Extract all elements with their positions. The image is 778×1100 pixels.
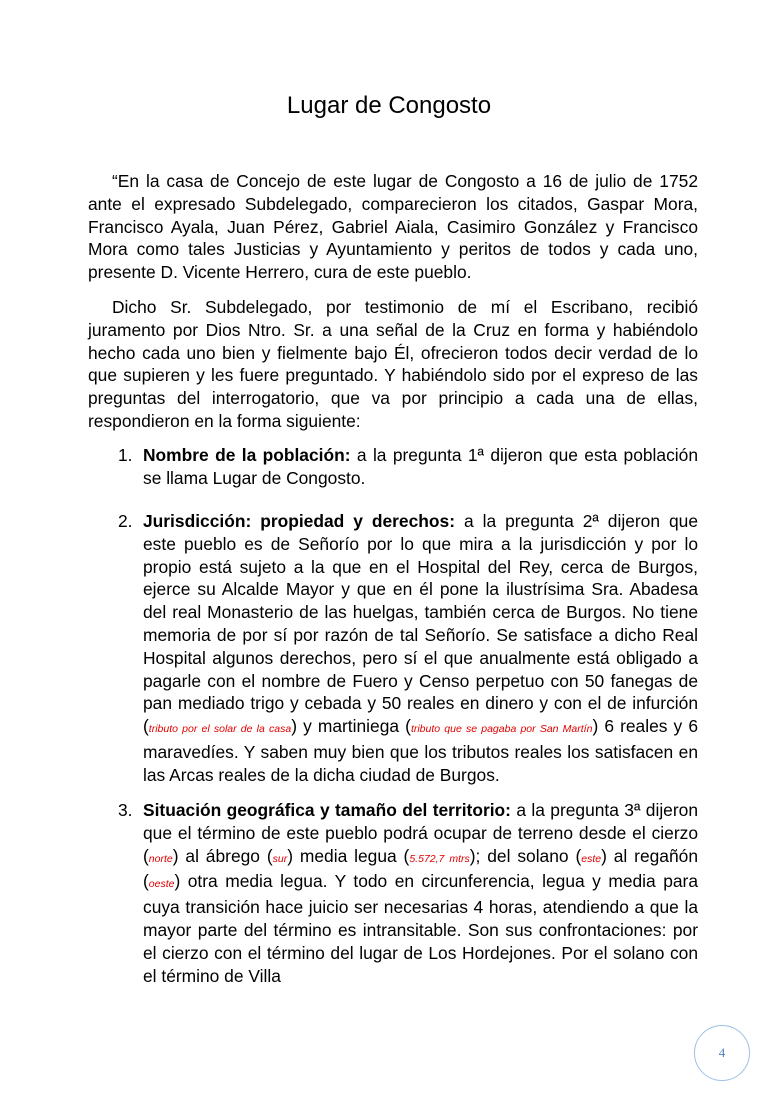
item-text (143, 510, 698, 787)
page-title: Lugar de Congosto (286, 92, 492, 119)
oath-paragraph: Dicho Sr. Subdelegado, por testimonio de mí el Escribano, recibió juramento por Dios Ntro. Sr. a una señal de la Cruz en forma y habiéndolo hecho cada uno bien y fielmente bajo Él, ofrecieron todos decir verdad de lo que supieren y les fuere preguntado. Y habiéndolo sido por el expreso de las preguntas del interrogatorio, que va por principio a cada una de ellas, respondieron en la forma siguiente: (88, 297, 698, 431)
item-body: ) media legua ( (287, 845, 410, 866)
item-body: ) otra media legua. Y todo en circunferencia, legua y media para cuya transición hace juicio ser necesarias 4 horas, atendiendo a que la mayor parte del término es intransitable. Son sus confrontaciones: por el cierzo con el término del lugar de Los Hordejones. Por el solano con el término de Villa (143, 871, 698, 986)
editor-note: norte (148, 852, 173, 865)
item-number: 2. (118, 511, 133, 531)
editor-note: tributo por el solar de la casa (148, 723, 292, 736)
item-body: a la pregunta 2ª dijeron que este pueblo es de Señorío por lo que mira a la jurisdicción y por lo propio está sujeto a la que en el Hospital del Rey, cerca de Burgos, ejerce su Alcalde Mayor y que en él pone la ilustrísima Sra. Abadesa del real Monasterio de las huelgas, también cerca de Burgos. No tiene memoria de por sí por razón de tal Señorío. Se satisface a dicho Real Hospital algunos derechos, pero sí el que anualmente está obligado a pagarle con el nombre de Fuero y Censo perpetuo con 50 fanegas de pan mediado trigo y cebada y 50 reales en dinero y con el de infurción ( (143, 511, 698, 737)
editor-note: tributo que se pagaba por San Martín (410, 723, 593, 736)
item-body: ) al ábrego ( (172, 845, 273, 866)
item-number: 3. (118, 800, 133, 820)
page-number-badge (694, 1025, 750, 1081)
item-body: ) y martiniega ( (291, 716, 411, 737)
page-number: 4 (718, 1045, 726, 1060)
item-heading: Jurisdicción: propiedad y derechos: (143, 511, 455, 531)
item-text (143, 799, 698, 987)
editor-note: sur (272, 852, 288, 865)
item-body: ); del solano ( (469, 845, 582, 866)
list-item (118, 510, 698, 787)
item-body: ) al regañón ( (143, 845, 698, 892)
item-body: a la pregunta 1ª dijeron que esta población se llama Lugar de Congosto. (143, 445, 698, 488)
editor-note: oeste (148, 878, 175, 891)
item-body: a la pregunta 3ª dijeron que el término de este pueblo podrá ocupar de terreno desde el cierzo ( (143, 800, 698, 866)
editor-note: 5.572,7 mtrs (409, 852, 470, 865)
item-heading: Situación geográfica y tamaño del territorio: (143, 800, 511, 820)
intro-paragraph: “En la casa de Concejo de este lugar de Congosto a 16 de julio de 1752 ante el expresado Subdelegado, comparecieron los citados, Gaspar Mora, Francisco Ayala, Juan Pérez, Gabriel Aiala, Casimiro González y Francisco Mora como tales Justicias y Ayuntamiento y peritos de todos y cada uno, presente D. Vicente Herrero, cura de este pueblo. (88, 171, 698, 283)
item-heading: Nombre de la población: (143, 445, 351, 465)
editor-note: este (581, 852, 602, 865)
list-item (118, 444, 698, 490)
item-text (143, 444, 698, 490)
item-body: ) 6 reales y 6 maravedíes. Y saben muy bien que los tributos reales los satisfacen en las Arcas reales de la dicha ciudad de Burgos. (143, 716, 699, 785)
item-number: 1. (118, 445, 133, 465)
list-item (118, 799, 698, 987)
